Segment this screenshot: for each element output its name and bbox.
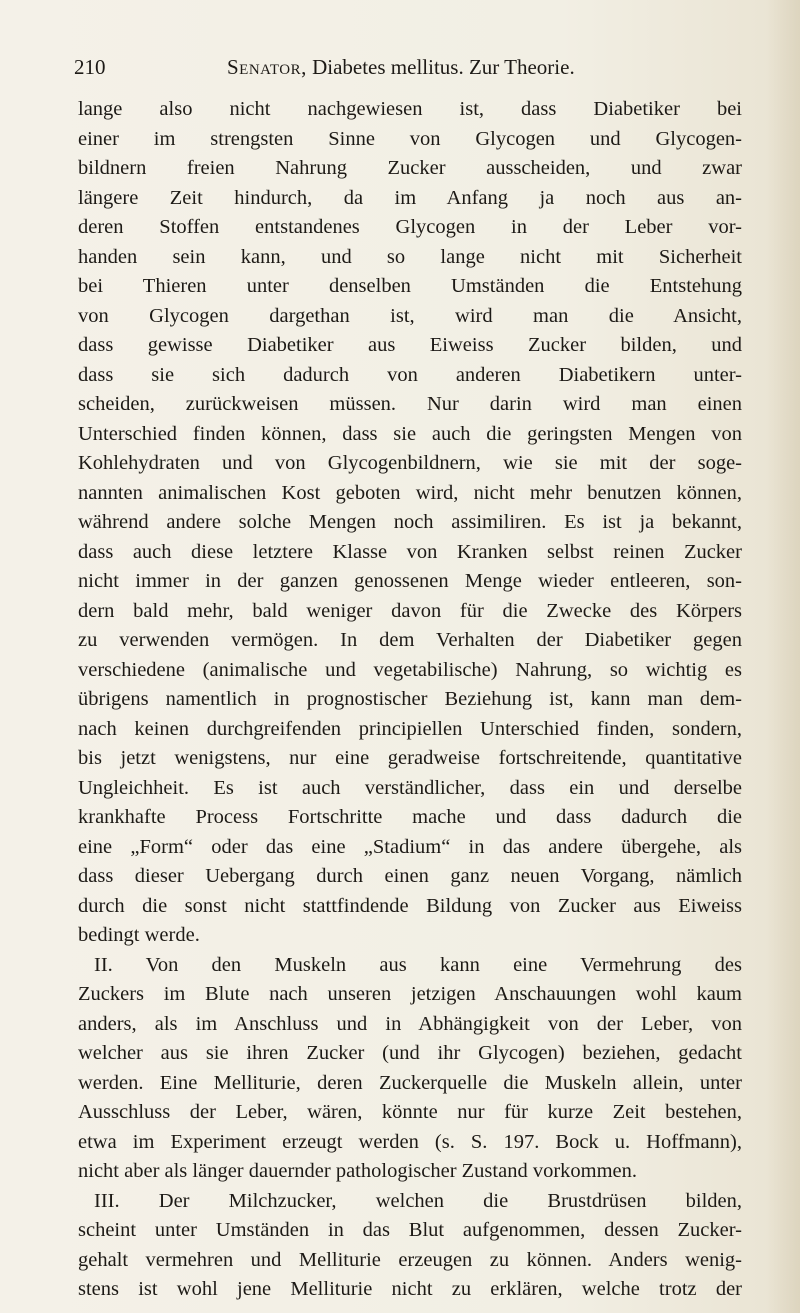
- text-line: scheint unter Umständen in das Blut aufgenommen, dessen Zucker-: [78, 1219, 742, 1241]
- text-line: scheiden, zurückweisen müssen. Nur darin wird man einen: [78, 393, 742, 415]
- text-line: von Glycogen dargethan ist, wird man die Ansicht,: [78, 304, 742, 327]
- running-head-text: [227, 55, 575, 80]
- running-header: [74, 55, 744, 85]
- text-line: gehalt vermehren und Melliturie erzeugen zu können. Anders wenig-: [78, 1248, 742, 1271]
- author-name: Senator,: [227, 55, 307, 79]
- text-line: bildnern freien Nahrung Zucker ausscheiden, und zwar: [78, 157, 742, 179]
- text-line: Zuckers im Blute nach unseren jetzigen Anschauungen wohl kaum: [78, 983, 742, 1005]
- text-line: durch die sonst nicht stattfindende Bildung von Zucker aus Eiweiss: [78, 894, 742, 917]
- page-number: 210: [74, 55, 106, 79]
- text-line: anders, als im Anschluss und in Abhängigkeit von der Leber, von: [78, 1012, 742, 1035]
- text-line: III. Der Milchzucker, welchen die Brustdrüsen bilden,: [94, 1189, 742, 1212]
- text-line: dass auch diese letztere Klasse von Kranken selbst reinen Zucker: [78, 540, 742, 563]
- text-line: Ausschluss der Leber, wären, könnte nur für kurze Zeit bestehen,: [78, 1101, 742, 1123]
- text-line: bis jetzt wenigstens, nur eine geradweise fortschreitende, quantitative: [78, 747, 742, 769]
- text-line: bei Thieren unter denselben Umständen die Entstehung: [78, 275, 742, 297]
- text-line: krankhafte Process Fortschritte mache und dass dadurch die: [78, 806, 742, 828]
- text-line: Unterschied finden können, dass sie auch die geringsten Mengen von: [78, 422, 742, 445]
- chapter-title: Diabetes mellitus. Zur Theorie.: [312, 55, 575, 79]
- text-line: nannten animalischen Kost geboten wird, nicht mehr benutzen können,: [78, 481, 742, 504]
- text-line: etwa im Experiment erzeugt werden (s. S. 197. Bock u. Hoffmann),: [78, 1130, 742, 1153]
- text-line: werden. Eine Melliturie, deren Zuckerquelle die Muskeln allein, unter: [78, 1071, 742, 1094]
- page-edge-shadow: [766, 0, 800, 1313]
- text-line: bedingt werde.: [78, 924, 200, 946]
- text-line: dern bald mehr, bald weniger davon für die Zwecke des Körpers: [78, 599, 742, 622]
- text-line: verschiedene (animalische und vegetabilische) Nahrung, so wichtig es: [78, 658, 742, 681]
- body-text: [78, 95, 742, 1305]
- text-line: Kohlehydraten und von Glycogenbildnern, wie sie mit der soge-: [78, 452, 742, 474]
- text-line: einer im strengsten Sinne von Glycogen und Glycogen-: [78, 127, 742, 150]
- text-line: handen sein kann, und so lange nicht mit Sicherheit: [78, 245, 742, 268]
- text-line: längere Zeit hindurch, da im Anfang ja noch aus an-: [78, 186, 742, 209]
- text-line: deren Stoffen entstandenes Glycogen in der Leber vor-: [78, 216, 742, 238]
- text-line: übrigens namentlich in prognostischer Beziehung ist, kann man dem-: [78, 688, 742, 710]
- text-line: nicht immer in der ganzen genossenen Menge wieder entleeren, son-: [78, 570, 742, 592]
- text-line: dass dieser Uebergang durch einen ganz neuen Vorgang, nämlich: [78, 865, 742, 887]
- text-line: eine „Form“ oder das eine „Stadium“ in das andere übergehe, als: [78, 835, 742, 858]
- text-line: welcher aus sie ihren Zucker (und ihr Glycogen) beziehen, gedacht: [78, 1042, 742, 1064]
- text-line: während andere solche Mengen noch assimiliren. Es ist ja bekannt,: [78, 511, 742, 533]
- text-line: II. Von den Muskeln aus kann eine Vermehrung des: [94, 953, 742, 976]
- text-line: stens ist wohl jene Melliturie nicht zu erklären, welche trotz der: [78, 1278, 742, 1300]
- text-line: lange also nicht nachgewiesen ist, dass Diabetiker bei: [78, 98, 742, 120]
- text-line: dass gewisse Diabetiker aus Eiweiss Zucker bilden, und: [78, 334, 742, 356]
- text-line: Ungleichheit. Es ist auch verständlicher, dass ein und derselbe: [78, 776, 742, 799]
- text-line: dass sie sich dadurch von anderen Diabetikern unter-: [78, 363, 742, 386]
- text-line: zu verwenden vermögen. In dem Verhalten der Diabetiker gegen: [78, 629, 742, 651]
- text-line: nicht aber als länger dauernder pathologischer Zustand vorkommen.: [78, 1160, 638, 1182]
- text-line: nach keinen durchgreifenden principiellen Unterschied finden, sondern,: [78, 717, 742, 740]
